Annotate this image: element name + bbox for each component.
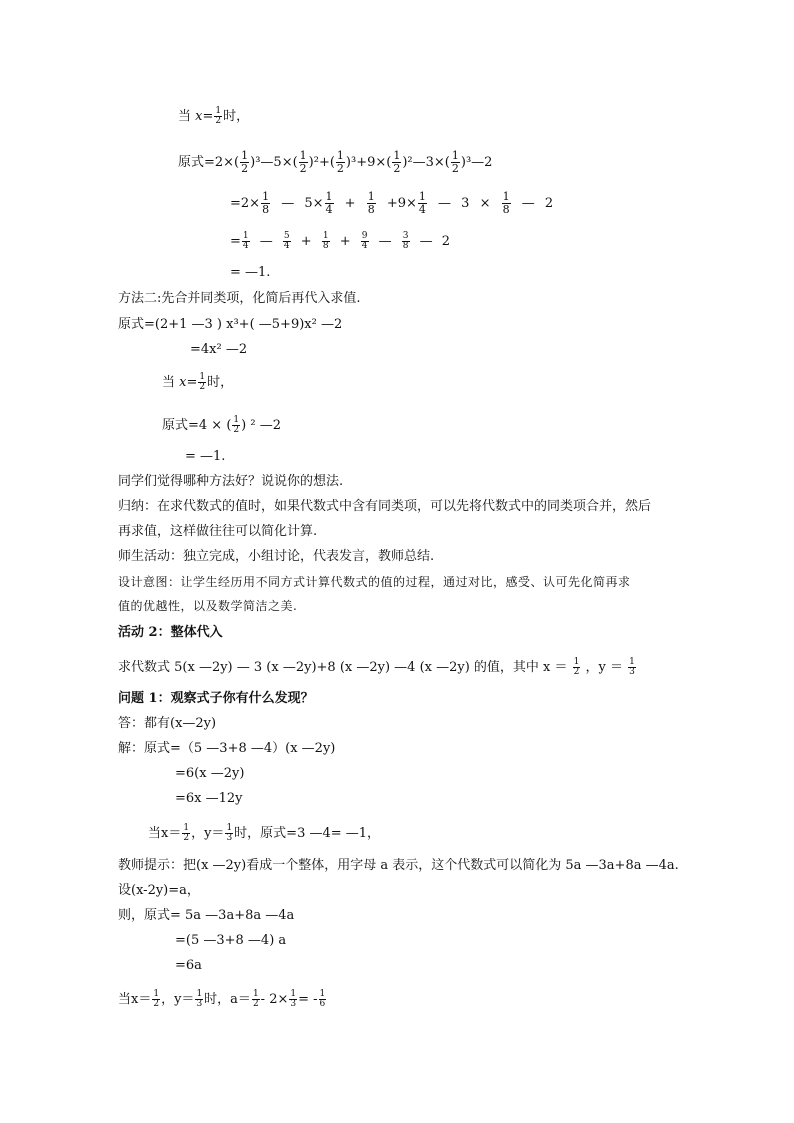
denominator: 2 bbox=[299, 162, 307, 175]
numerator: 1 bbox=[262, 190, 270, 203]
denominator: 8 bbox=[322, 241, 329, 251]
denominator: 4 bbox=[361, 241, 368, 251]
fraction bbox=[242, 232, 250, 251]
activity2-title: 活动 2：整体代入 bbox=[118, 625, 223, 640]
numerator: 1 bbox=[252, 989, 259, 999]
expr-part: + bbox=[344, 196, 356, 211]
denominator: 2 bbox=[215, 116, 222, 126]
answer: 答：都有(x—2y) bbox=[118, 716, 217, 731]
denominator: 6 bbox=[319, 999, 326, 1009]
expr-part: +9× bbox=[386, 196, 417, 211]
denominator: 2 bbox=[573, 667, 580, 677]
denominator: 3 bbox=[226, 833, 233, 843]
fraction bbox=[367, 191, 376, 216]
denominator: 2 bbox=[199, 382, 206, 392]
var-x: x bbox=[179, 375, 187, 390]
when-result: 时，原式=3 —4= —1， bbox=[234, 826, 381, 841]
denominator: 8 bbox=[367, 203, 375, 216]
numerator: 1 bbox=[367, 190, 375, 203]
expr-part: — bbox=[378, 234, 392, 249]
expr-part: — 2 bbox=[419, 234, 451, 249]
numerator: 5 bbox=[283, 231, 290, 241]
numerator: 1 bbox=[233, 415, 240, 425]
fraction bbox=[225, 824, 233, 843]
method2-line1: 原式=(2+1 —3 ) x³+( —5+9)x² —2 bbox=[118, 317, 343, 332]
design-intent-line-2: 值的优越性，以及数学简洁之美. bbox=[118, 599, 298, 613]
method2-title: 方法二:先合并同类项，化简后再代入求值. bbox=[118, 291, 361, 306]
fraction bbox=[195, 990, 203, 1009]
fraction bbox=[502, 191, 511, 216]
when-text: 当x＝ bbox=[148, 826, 182, 841]
expr-part: ) ² —2 bbox=[241, 418, 281, 433]
fraction bbox=[325, 191, 334, 216]
then-line-3: =6a bbox=[175, 958, 202, 973]
numerator: 1 bbox=[199, 372, 206, 382]
expr-part: - 2× bbox=[260, 992, 289, 1007]
method2-result: = —1. bbox=[185, 449, 226, 464]
numerator: 1 bbox=[502, 190, 510, 203]
denominator: 2 bbox=[233, 425, 240, 435]
numerator: 1 bbox=[215, 106, 222, 116]
fraction bbox=[628, 658, 636, 677]
solution-line-3: =6x —12y bbox=[175, 791, 243, 806]
fraction bbox=[319, 990, 327, 1009]
problem-text: ，y ＝ bbox=[585, 660, 624, 675]
when-suffix: 时， bbox=[207, 375, 234, 390]
final-substitution bbox=[118, 990, 327, 1009]
expr-part: + bbox=[339, 234, 351, 249]
summary-line-1: 归纳：在求代数式的值时，如果代数式中含有同类项，可以先将代数式中的同类项合并，然后 bbox=[118, 499, 652, 514]
fraction bbox=[252, 990, 260, 1009]
expr-part: )³+9×( bbox=[345, 155, 392, 170]
solution-line-2: =6(x —2y) bbox=[175, 766, 245, 781]
expr-part: )²+( bbox=[308, 155, 335, 170]
teacher-student-activity: 师生活动：独立完成，小组讨论，代表发言，教师总结. bbox=[118, 549, 435, 564]
numerator: 1 bbox=[322, 231, 329, 241]
expr-part: =2× bbox=[230, 196, 261, 211]
numerator: 9 bbox=[361, 231, 368, 241]
fraction bbox=[299, 150, 308, 175]
denominator: 4 bbox=[418, 203, 426, 216]
numerator: 1 bbox=[183, 823, 190, 833]
method1-line2 bbox=[230, 191, 553, 216]
when-text: ，y＝ bbox=[191, 826, 225, 841]
denominator: 4 bbox=[283, 241, 290, 251]
expr-part: = bbox=[230, 234, 241, 249]
fraction bbox=[402, 232, 410, 251]
when-suffix: 时， bbox=[223, 109, 250, 124]
fraction bbox=[232, 416, 240, 435]
numerator: 1 bbox=[153, 989, 160, 999]
denominator: 3 bbox=[196, 999, 203, 1009]
when-text: ，y＝ bbox=[161, 992, 195, 1007]
question-1: 问题 1：观察式子你有什么发现？ bbox=[118, 691, 314, 706]
fraction bbox=[261, 191, 270, 216]
solution-substitution bbox=[148, 824, 380, 843]
denominator: 2 bbox=[241, 162, 249, 175]
fraction bbox=[392, 150, 401, 175]
denominator: 8 bbox=[262, 203, 270, 216]
fraction-half bbox=[214, 107, 222, 126]
equals: = bbox=[202, 109, 214, 124]
then-line-1: 则，原式= 5a —3a+8a —4a bbox=[118, 908, 295, 923]
fraction bbox=[573, 658, 581, 677]
design-intent-line-1: 设计意图：让学生经历用不同方式计算代数式的值的过程，通过对比，感受、认可先化简再求 bbox=[118, 575, 631, 589]
method1-line3 bbox=[230, 232, 450, 251]
denominator: 8 bbox=[502, 203, 510, 216]
expr-part: )³—2 bbox=[460, 155, 493, 170]
numerator: 1 bbox=[241, 149, 249, 162]
let-statement: 设(x-2y)=a， bbox=[118, 883, 200, 898]
fraction bbox=[451, 150, 460, 175]
numerator: 1 bbox=[629, 657, 635, 667]
discussion-question: 同学们觉得哪种方法好？说说你的想法. bbox=[118, 474, 344, 489]
numerator: 1 bbox=[299, 149, 307, 162]
expr-part: + bbox=[300, 234, 312, 249]
method1-line1 bbox=[178, 150, 492, 175]
expr-part: — 5× bbox=[281, 196, 324, 211]
fraction bbox=[336, 150, 345, 175]
problem-text: 求代数式 5(x —2y) — 3 (x —2y)+8 (x —2y) —4 (x —2y) 的值，其中 x ＝ bbox=[118, 660, 568, 675]
fraction-half bbox=[198, 373, 206, 392]
fraction bbox=[152, 990, 160, 1009]
numerator: 3 bbox=[402, 231, 409, 241]
denominator: 3 bbox=[290, 999, 297, 1009]
denominator: 2 bbox=[451, 162, 459, 175]
numerator: 1 bbox=[319, 989, 326, 999]
numerator: 1 bbox=[196, 989, 203, 999]
method2-when-line bbox=[162, 373, 233, 392]
fraction bbox=[361, 232, 369, 251]
numerator: 1 bbox=[336, 149, 344, 162]
denominator: 4 bbox=[242, 241, 249, 251]
denominator: 8 bbox=[402, 241, 409, 251]
denominator: 2 bbox=[153, 999, 160, 1009]
method2-line3 bbox=[162, 416, 281, 435]
when-text: 当 bbox=[178, 109, 196, 124]
expr-part: — 3 × bbox=[438, 196, 491, 211]
expr-part: — bbox=[259, 234, 273, 249]
numerator: 1 bbox=[325, 190, 333, 203]
method1-when-line bbox=[178, 107, 249, 126]
method2-line2: =4x² —2 bbox=[190, 342, 248, 357]
when-text: 当x＝ bbox=[118, 992, 152, 1007]
numerator: 1 bbox=[573, 657, 580, 667]
numerator: 1 bbox=[418, 190, 426, 203]
numerator: 1 bbox=[290, 989, 297, 999]
expr-part: )²—3×( bbox=[402, 155, 450, 170]
teacher-hint bbox=[118, 857, 679, 875]
denominator: 2 bbox=[183, 833, 190, 843]
fraction bbox=[283, 232, 291, 251]
numerator: 1 bbox=[393, 149, 401, 162]
expr-part: — 2 bbox=[521, 196, 554, 211]
denominator: 2 bbox=[336, 162, 344, 175]
fraction bbox=[182, 824, 190, 843]
when-text: 当 bbox=[162, 375, 180, 390]
hint-text: 教师提示：把(x —2y)看成一个整体，用字母 a 表示，这个代数式可以简化为 5a —3a+8a —4a. bbox=[118, 858, 679, 873]
denominator: 4 bbox=[325, 203, 333, 216]
fraction bbox=[418, 191, 427, 216]
fraction bbox=[322, 232, 330, 251]
solution-line-1: 解：原式=（5 —3+8 —4）(x —2y) bbox=[118, 741, 336, 756]
expr-part: = - bbox=[298, 992, 318, 1007]
equals: = bbox=[186, 375, 198, 390]
numerator: 1 bbox=[226, 823, 233, 833]
fraction bbox=[240, 150, 249, 175]
denominator: 2 bbox=[393, 162, 401, 175]
numerator: 1 bbox=[242, 231, 249, 241]
expr-part: 原式=4 × ( bbox=[162, 418, 232, 433]
fraction bbox=[289, 990, 297, 1009]
summary-line-2: 再求值，这样做往往可以简化计算. bbox=[118, 524, 318, 539]
denominator: 3 bbox=[629, 667, 635, 677]
then-line-2: =(5 —3+8 —4) a bbox=[175, 933, 287, 948]
when-text: 时，a＝ bbox=[204, 992, 251, 1007]
activity2-problem bbox=[118, 658, 637, 677]
var-x: x bbox=[195, 109, 203, 124]
denominator: 2 bbox=[252, 999, 259, 1009]
method1-result: = —1. bbox=[230, 265, 271, 280]
expr-part: 原式=2×( bbox=[178, 155, 240, 170]
expr-part: )³—5×( bbox=[250, 155, 298, 170]
numerator: 1 bbox=[451, 149, 459, 162]
